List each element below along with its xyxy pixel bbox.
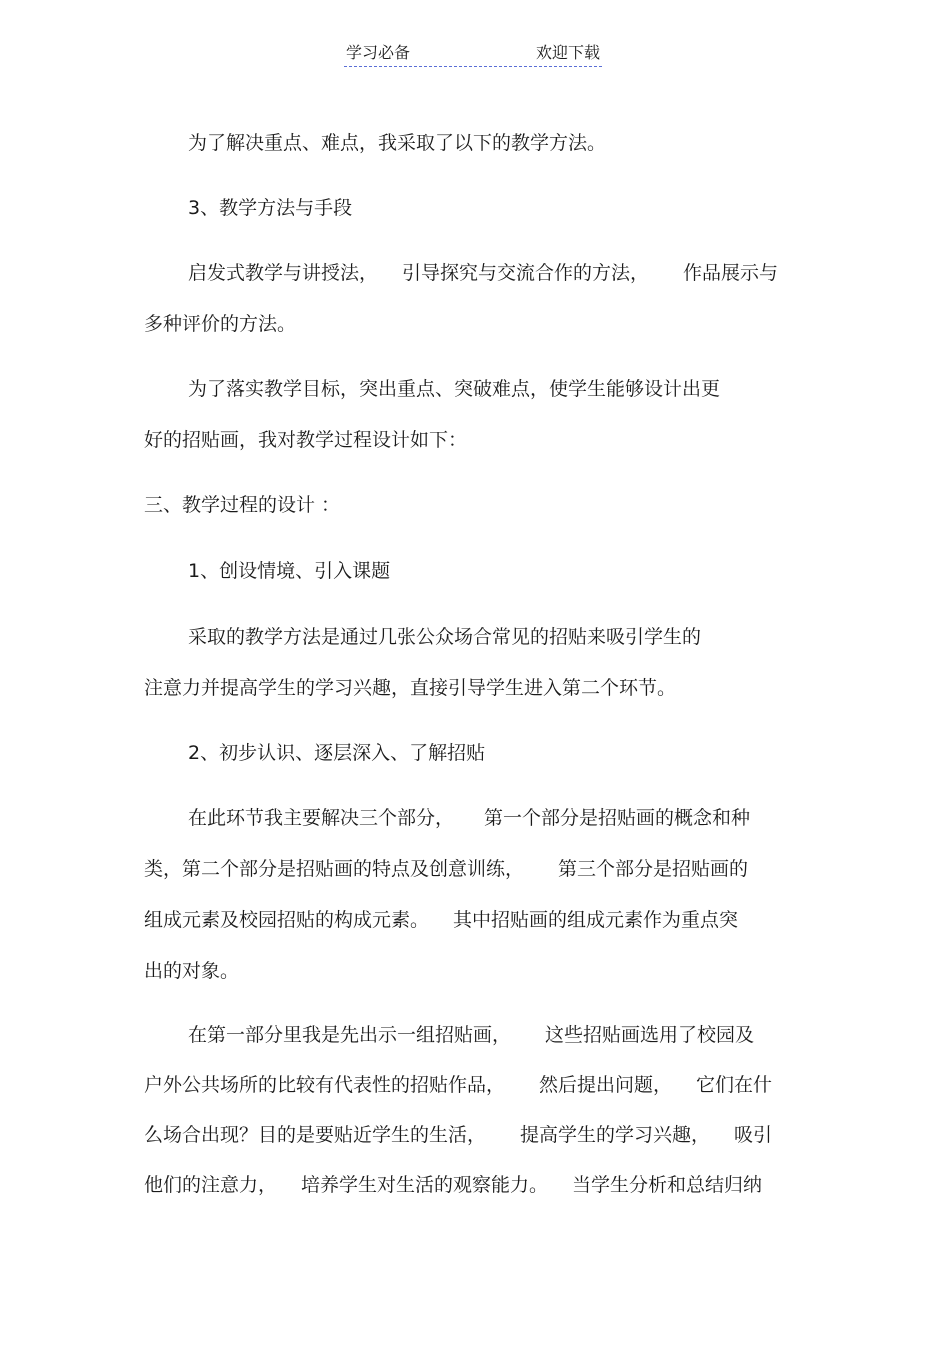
body-line: 启发式教学与讲授法， 引导探究与交流合作的方法， 作品展示与 (188, 262, 779, 284)
body-line: 么场合出现？目的是要贴近学生的生活， 提高学生的学习兴趣， 吸引 (144, 1124, 773, 1146)
page-header (344, 42, 602, 67)
header-right-text: 欢迎下载 (535, 43, 600, 62)
body-line: 在此环节我主要解决三个部分， 第一个部分是招贴画的概念和种 (188, 807, 751, 829)
section-heading: 3、教学方法与手段 (188, 197, 353, 219)
body-line: 在第一部分里我是先出示一组招贴画， 这些招贴画选用了校园及 (188, 1024, 755, 1046)
body-line: 他们的注意力， 培养学生对生活的观察能力。 当学生分析和总结归纳 (144, 1174, 763, 1196)
section-heading: 1、创设情境、引入课题 (188, 560, 391, 582)
section-heading: 2、初步认识、逐层深入、了解招贴 (188, 742, 486, 764)
body-line: 类，第二个部分是招贴画的特点及创意训练， 第三个部分是招贴画的 (144, 858, 749, 880)
body-line: 采取的教学方法是通过几张公众场合常见的招贴来吸引学生的 (188, 626, 702, 648)
chapter-heading: 三、教学过程的设计 ： (144, 494, 341, 516)
body-line: 出的对象。 (144, 960, 240, 982)
body-line: 好的招贴画，我对教学过程设计如下： (144, 429, 468, 451)
body-line: 为了落实教学目标，突出重点、突破难点，使学生能够设计出更 (188, 378, 721, 400)
body-line: 注意力并提高学生的学习兴趣，直接引导学生进入第二个环节。 (144, 677, 677, 699)
body-line: 组成元素及校园招贴的构成元素。 其中招贴画的组成元素作为重点突 (144, 909, 739, 931)
body-line: 为了解决重点、难点，我采取了以下的教学方法。 (188, 132, 607, 154)
body-line: 户外公共场所的比较有代表性的招贴作品， 然后提出问题， 它们在什 (144, 1074, 773, 1096)
header-left-text: 学习必备 (346, 43, 411, 62)
body-line: 多种评价的方法。 (144, 313, 297, 335)
